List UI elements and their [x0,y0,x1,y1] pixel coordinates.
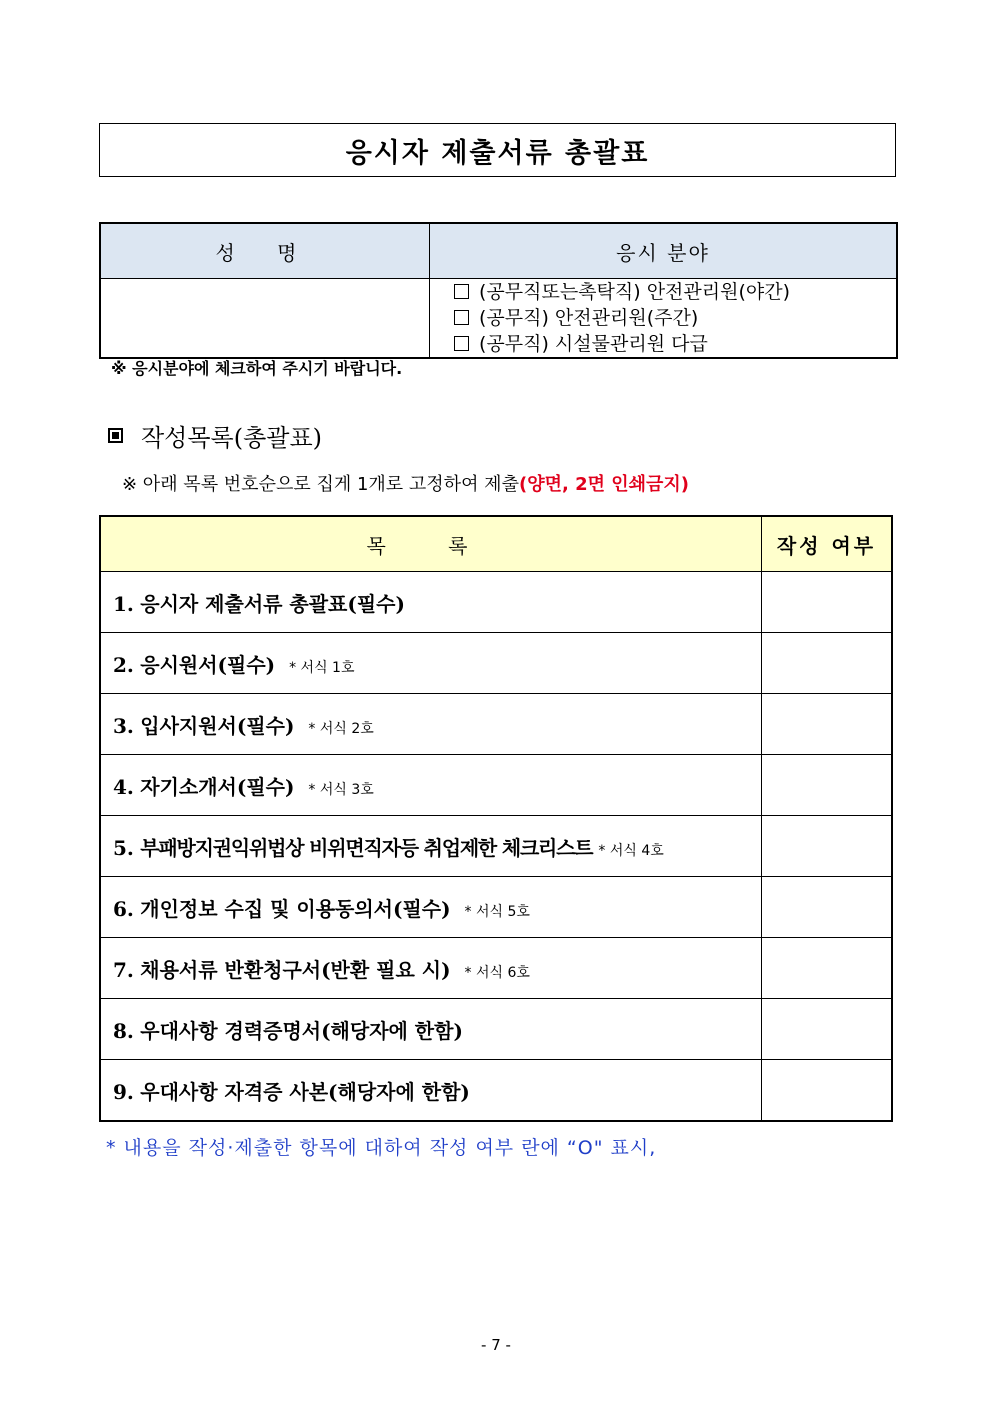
field-option-label: (공무직또는촉탁직) 안전관리원(야간) [479,281,791,303]
table-row [100,938,892,999]
item-number: 6. [113,896,134,921]
item-text: 우대사항 자격증 사본(해당자에 한함) [140,1079,470,1104]
submission-note-text: ※ 아래 목록 번호순으로 집게 1개로 고정하여 제출 [122,474,519,495]
table-row [100,572,892,633]
checkbox-icon[interactable] [454,284,469,299]
item-number: 5. [113,835,134,860]
completion-note: * 내용을 작성·제출한 항목에 대하여 작성 여부 란에 “O" 표시, [106,1137,657,1159]
item-number: 9. [113,1079,134,1104]
item-form: * 서식 6호 [464,964,530,981]
page-number: - 7 - [481,1336,511,1354]
field-header: 응시 분야 [430,223,898,279]
item-form: * 서식 4호 [598,842,664,859]
item-header: 목 록 [100,516,762,572]
table-row [100,877,892,938]
item-number: 2. [113,652,134,677]
table-row [100,694,892,755]
done-cell[interactable] [762,633,893,694]
done-cell[interactable] [762,694,893,755]
table-row [100,816,892,877]
section-title: 작성목록(총괄표) [141,424,323,452]
field-option[interactable] [454,305,896,331]
table-row [100,755,892,816]
document-list-table [99,515,893,1122]
submission-note-emphasis: (양면, 2면 인쇄금지) [518,474,690,495]
check-note: ※ 응시분야에 체크하여 주시기 바랍니다. [111,359,403,378]
item-text: 응시원서(필수) [140,652,276,677]
item-text: 채용서류 반환청구서(반환 필요 시) [140,957,451,982]
item-text: 개인정보 수집 및 이용동의서(필수) [140,896,451,921]
done-cell[interactable] [762,877,893,938]
item-form: * 서식 1호 [289,659,355,676]
item-text: 우대사항 경력증명서(해당자에 한함) [140,1018,463,1043]
field-option[interactable] [454,279,896,305]
item-text: 부패방지권익위법상 비위면직자등 취업제한 체크리스트 [140,835,593,860]
name-header: 성 명 [100,223,430,279]
item-number: 1. [113,591,134,616]
checkbox-icon[interactable] [454,310,469,325]
item-form: * 서식 2호 [308,720,374,737]
done-cell[interactable] [762,1060,893,1122]
applicant-info-table [99,222,898,359]
section-heading [108,418,322,453]
item-number: 8. [113,1018,134,1043]
field-option[interactable] [454,331,896,357]
item-number: 7. [113,957,134,982]
table-row [100,1060,892,1122]
done-cell[interactable] [762,755,893,816]
table-row [100,633,892,694]
done-cell[interactable] [762,816,893,877]
square-bullet-icon [108,428,123,443]
document-title: 응시자 제출서류 총괄표 [99,123,896,177]
field-option-label: (공무직) 시설물관리원 다급 [479,333,708,355]
submission-note [122,470,689,496]
done-cell[interactable] [762,999,893,1060]
field-option-label: (공무직) 안전관리원(주간) [479,307,699,329]
name-cell[interactable] [100,279,430,359]
item-number: 4. [113,774,134,799]
item-form: * 서식 3호 [308,781,374,798]
checkbox-icon[interactable] [454,336,469,351]
field-cell [430,279,898,359]
item-text: 자기소개서(필수) [140,774,295,799]
table-row [100,999,892,1060]
item-text: 응시자 제출서류 총괄표(필수) [140,591,405,616]
item-text: 입사지원서(필수) [140,713,295,738]
item-form: * 서식 5호 [464,903,530,920]
done-cell[interactable] [762,938,893,999]
item-number: 3. [113,713,134,738]
done-header: 작성 여부 [762,516,893,572]
field-options [430,279,896,357]
done-cell[interactable] [762,572,893,633]
